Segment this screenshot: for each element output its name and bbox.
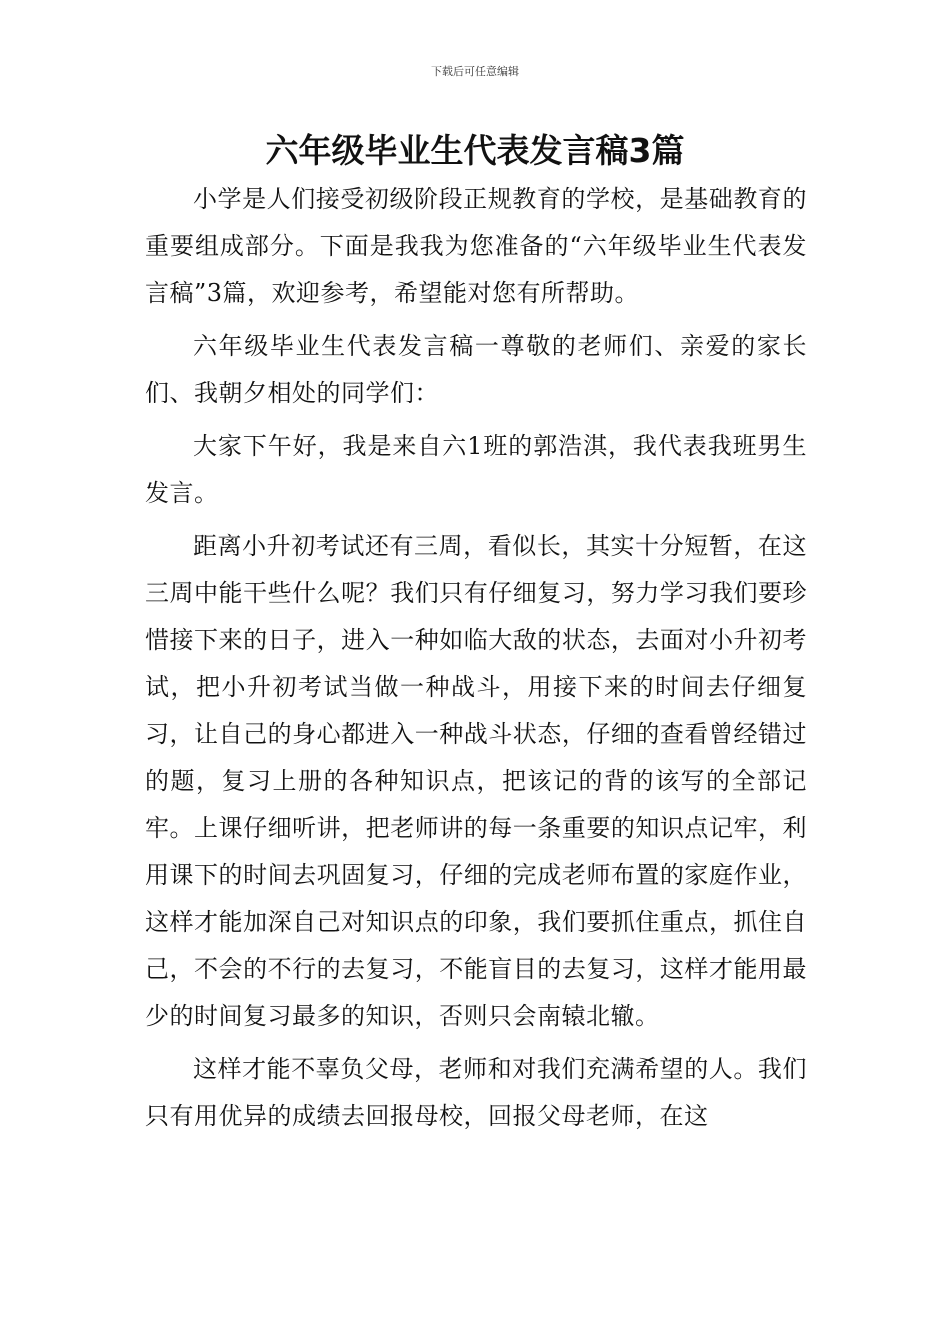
paragraph-intro: 小学是人们接受初级阶段正规教育的学校，是基础教育的重要组成部分。下面是我我为您准备的“六年级毕业生代表发言稿”3篇，欢迎参考，希望能对您有所帮助。 bbox=[145, 185, 807, 307]
paragraph-greeting: 大家下午好，我是来自六1班的郭浩淇，我代表我班男生发言。 bbox=[145, 432, 807, 507]
paragraph-salutation: 六年级毕业生代表发言稿一尊敬的老师们、亲爱的家长们、我朝夕相处的同学们： bbox=[145, 332, 807, 407]
document-title: 六年级毕业生代表发言稿3篇 bbox=[265, 131, 685, 170]
paragraph-exam-review: 距离小升初考试还有三周，看似长，其实十分短暂，在这三周中能干些什么呢？我们只有仔细复习，努力学习我们要珍惜接下来的日子，进入一种如临大敌的状态，去面对小升初考试，把小升初考试当做一种战斗，用接下来的时间去仔细复习，让自己的身心都进入一种战斗状态，仔细的查看曾经错过的题，复习上册的各种知识点，把该记的背的该写的全部记牢。上课仔细听讲，把老师讲的每一条重要的知识点记牢，利用课下的时间去巩固复习，仔细的完成老师布置的家庭作业，这样才能加深自己对知识点的印象，我们要抓住重点，抓住自己，不会的不行的去复习，不能盲目的去复习，这样才能用最少的时间复习最多的知识，否则只会南辕北辙。 bbox=[145, 532, 807, 1030]
document-body bbox=[145, 176, 807, 1140]
page-header-note: 下载后可任意编辑 bbox=[431, 65, 519, 78]
paragraph-gratitude: 这样才能不辜负父母，老师和对我们充满希望的人。我们只有用优异的成绩去回报母校，回报父母老师，在这 bbox=[145, 1055, 807, 1130]
